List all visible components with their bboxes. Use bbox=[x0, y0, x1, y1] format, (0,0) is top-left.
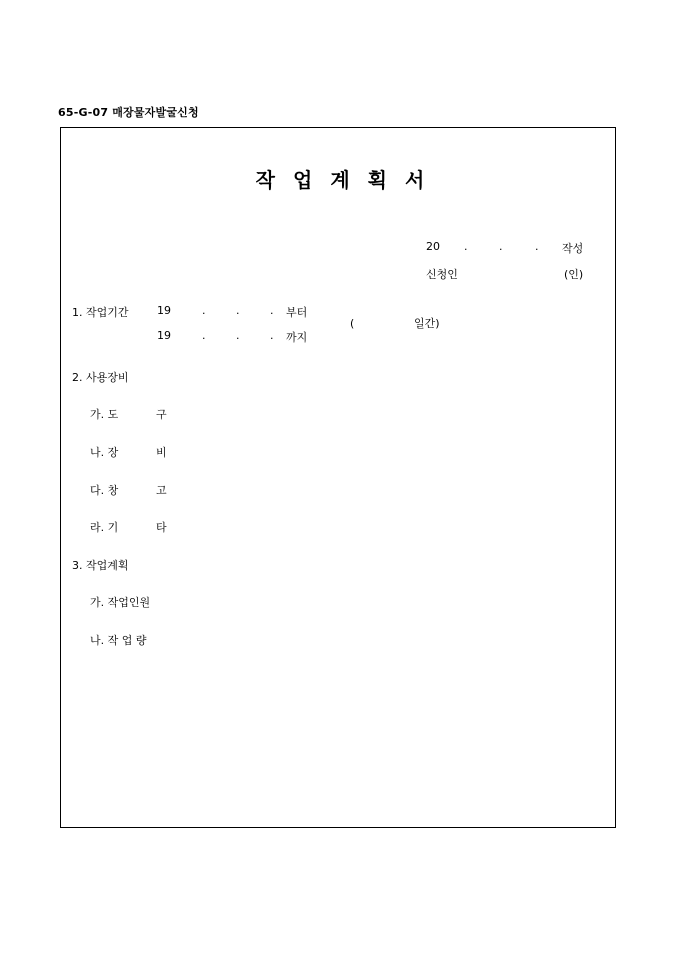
equipment-item-label: 라. 기 bbox=[90, 521, 119, 534]
form-frame bbox=[60, 127, 616, 828]
plan-item: 나. 작 업 량 bbox=[90, 634, 147, 647]
section-2-label: 2. 사용장비 bbox=[72, 371, 129, 384]
to-dot: . bbox=[236, 329, 240, 342]
date-dot: . bbox=[535, 240, 539, 253]
equipment-item-label: 나. 장 bbox=[90, 446, 119, 459]
equipment-item-suffix: 구 bbox=[156, 408, 167, 421]
equipment-item-suffix: 비 bbox=[156, 446, 167, 459]
plan-item: 가. 작업인원 bbox=[90, 596, 151, 609]
to-suffix: 까지 bbox=[286, 331, 308, 344]
to-dot: . bbox=[202, 329, 206, 342]
from-dot: . bbox=[236, 304, 240, 317]
equipment-item-label: 가. 도 bbox=[90, 408, 119, 421]
applicant-label: 신청인 bbox=[426, 268, 458, 281]
equipment-item-label: 다. 창 bbox=[90, 484, 119, 497]
days-paren-open: ( bbox=[350, 317, 355, 330]
from-year: 19 bbox=[157, 304, 171, 317]
date-year-prefix: 20 bbox=[426, 240, 440, 253]
title-char: 서 bbox=[404, 168, 425, 192]
title-char: 계 bbox=[330, 168, 350, 192]
from-dot: . bbox=[270, 304, 274, 317]
days-suffix: 일간) bbox=[414, 317, 440, 330]
equipment-item-suffix: 타 bbox=[156, 521, 167, 534]
to-dot: . bbox=[270, 329, 274, 342]
section-3-label: 3. 작업계획 bbox=[72, 559, 129, 572]
from-suffix: 부터 bbox=[286, 306, 308, 319]
title-char: 획 bbox=[367, 168, 387, 192]
equipment-item-suffix: 고 bbox=[156, 484, 167, 497]
title-char: 작 bbox=[255, 168, 275, 192]
to-year: 19 bbox=[157, 329, 171, 342]
from-dot: . bbox=[202, 304, 206, 317]
seal-label: (인) bbox=[564, 268, 584, 281]
date-dot: . bbox=[464, 240, 468, 253]
page-title bbox=[0, 164, 680, 193]
form-code: 65-G-07 매장물자발굴신청 bbox=[58, 106, 199, 119]
written-label: 작성 bbox=[562, 242, 584, 255]
title-char: 업 bbox=[293, 168, 313, 192]
date-dot: . bbox=[499, 240, 503, 253]
section-1-label: 1. 작업기간 bbox=[72, 306, 129, 319]
